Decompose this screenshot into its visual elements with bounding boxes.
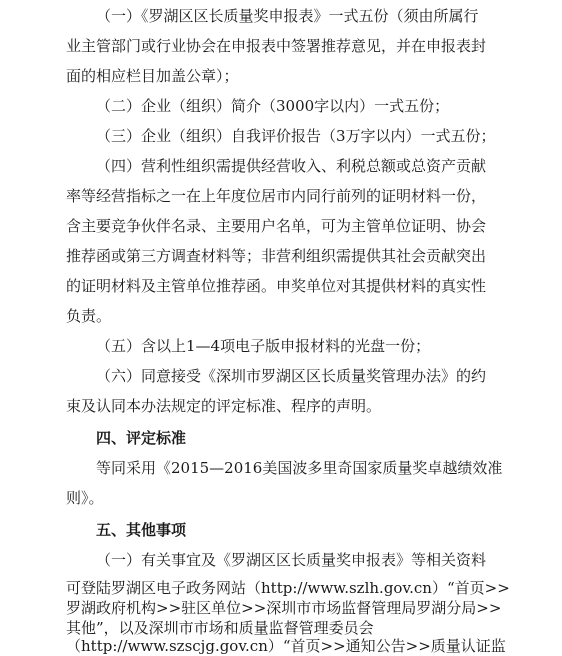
section-heading: 四、评定标准 — [96, 429, 187, 447]
text-line: 其他”，以及深圳市市场和质量监督管理委员会 — [66, 619, 374, 637]
text-line: （一）有关事宜及《罗湖区区长质量奖申报表》等相关资料 — [96, 551, 487, 569]
text-line: 负责。 — [66, 307, 112, 325]
text-line: （二）企业（组织）简介（3000字以内）一式五份； — [96, 97, 450, 115]
text-line: 业主管部门或行业协会在申报表中签署推荐意见，并在申报表封 — [66, 37, 487, 55]
text-line: 罗湖政府机构>>驻区单位>>深圳市市场监督管理局罗湖分局>> — [66, 599, 502, 617]
text-line: （四）营利性组织需提供经营收入、利税总额或总资产贡献 — [96, 157, 487, 175]
text-line: 含主要竞争伙伴名录、主要用户名单，可为主管单位证明、协会 — [66, 217, 487, 235]
text-line: （五）含以上1—4项电子版申报材料的光盘一份； — [96, 337, 431, 355]
text-line: （一）《罗湖区区长质量奖申报表》一式五份（须由所属行 — [96, 7, 479, 25]
text-line: （三）企业（组织）自我评价报告（3万字以内）一式五份； — [96, 127, 496, 145]
text-line: （http://www.szscjg.gov.cn）“首页>>通知公告>>质量认证监 — [66, 637, 506, 655]
text-line: 束及认同本办法规定的评定标准、程序的声明。 — [66, 397, 382, 415]
text-line: （六）同意接受《深圳市罗湖区区长质量奖管理办法》的约 — [96, 367, 487, 385]
text-line: 面的相应栏目加盖公章）； — [66, 67, 239, 85]
text-line: 等同采用《2015—2016美国波多里奇国家质量奖卓越绩效准 — [96, 459, 503, 477]
text-line: 推荐函或第三方调查材料等；非营利组织需提供其社会贡献突出 — [66, 247, 487, 265]
section-heading: 五、其他事项 — [96, 521, 187, 539]
text-line: 可登陆罗湖区电子政务网站（http://www.szlh.gov.cn）“首页>> — [66, 579, 510, 597]
text-line: 率等经营指标之一在上年度位居市内同行前列的证明材料一份， — [66, 187, 487, 205]
text-line: 则》。 — [66, 489, 104, 507]
text-line: 的证明材料及主管单位推荐函。申奖单位对其提供材料的真实性 — [66, 277, 487, 295]
